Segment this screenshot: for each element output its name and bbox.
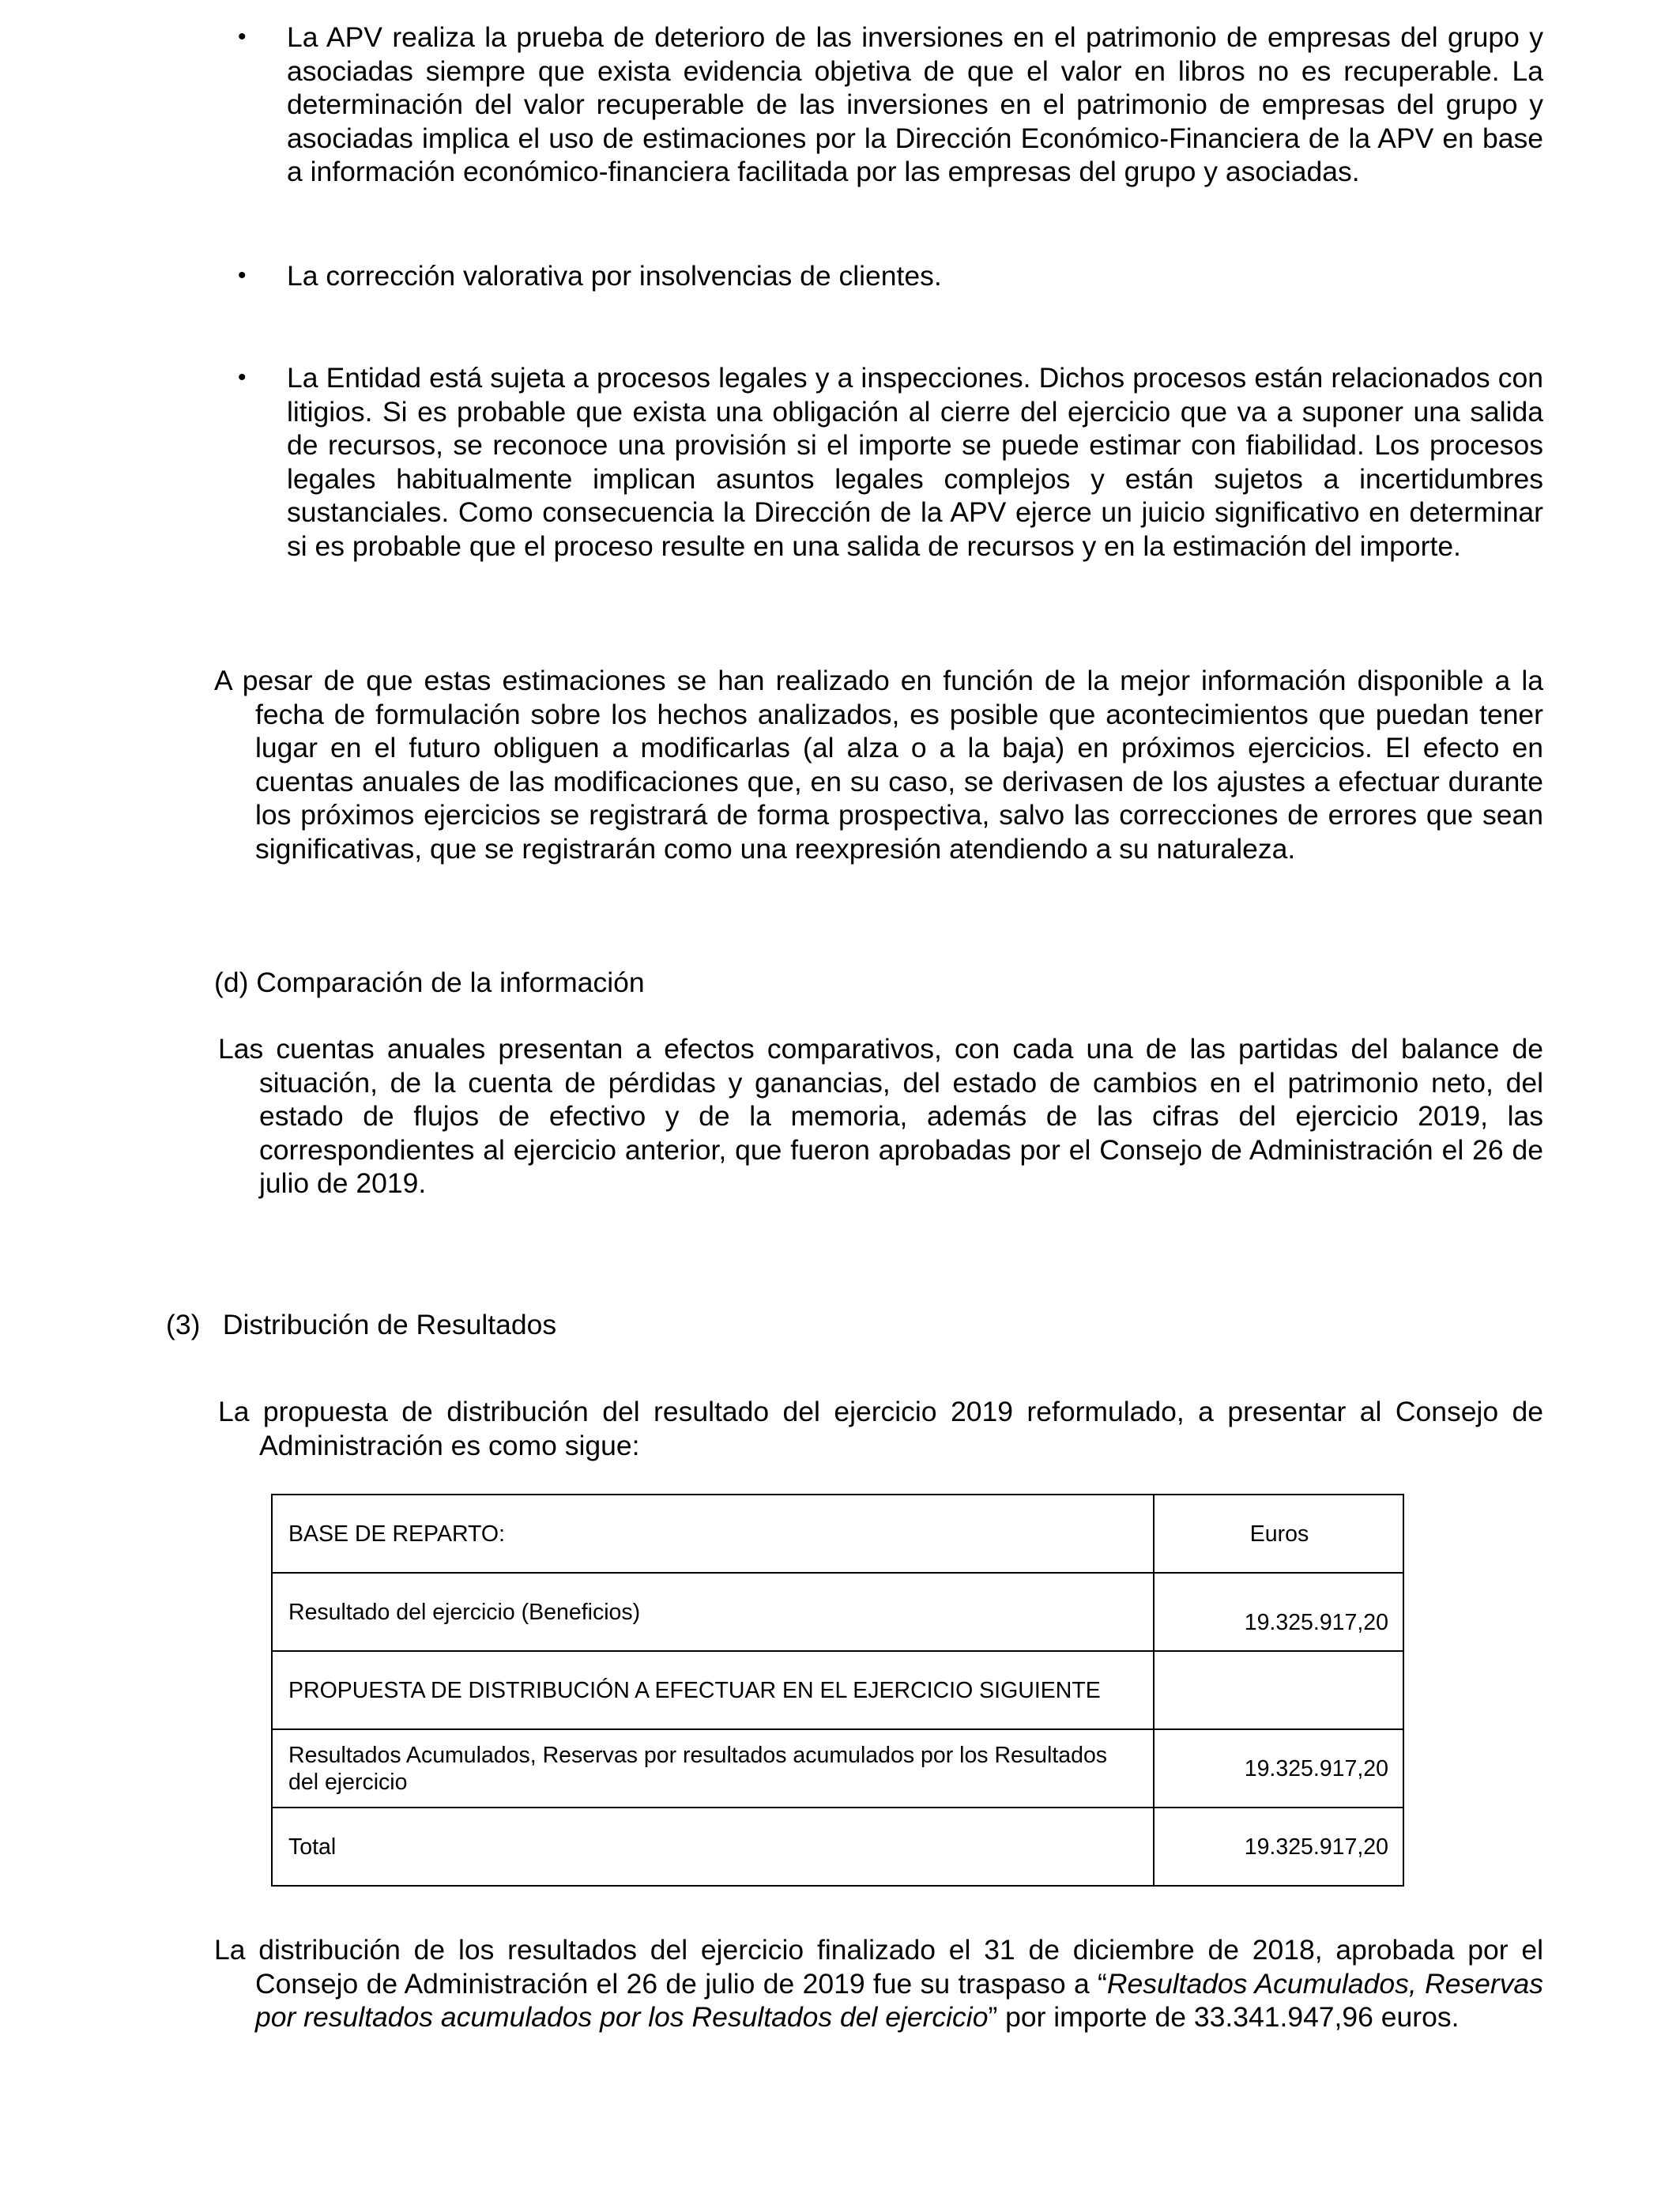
table-row [272,1651,1403,1729]
distribution-table [271,1494,1404,1887]
table-cell-label: Resultado del ejercicio (Beneficios) [272,1573,1154,1651]
bullet-item-insolvencias [238,259,1543,293]
section-d-heading [214,966,645,1000]
table-header-label: BASE DE REPARTO: [272,1495,1154,1573]
section-3-number: (3) [166,1309,201,1340]
bullet-text: La corrección valorativa por insolvencias de clientes. [287,260,942,292]
table-cell-label: Resultados Acumulados, Reservas por resultados acumulados por los Resultados del ejercicio [272,1729,1154,1808]
bullet-item-procesos-legales [238,361,1543,563]
table-cell-label: Total [272,1808,1154,1886]
table-cell-value: 19.325.917,20 [1154,1729,1403,1808]
table-cell-value: 19.325.917,20 [1154,1808,1403,1886]
bullet-item-deterioro [238,21,1543,189]
bullet-text: La APV realiza la prueba de deterioro de las inversiones en el patrimonio de empresas del grupo y asociadas siempre que exista evidencia objetiva de que el valor en libros no es recuperable. La determinación del valor recuperable de las inversiones en el patrimonio de empresas del grupo y asociadas implica el uso de estimaciones por la Dirección Económico-Financiera de la APV en base a información económico-financiera facilitada por las empresas del grupo y asociadas. [287,21,1543,187]
section-3-title: Distribución de Resultados [222,1309,557,1340]
bullet-glyph: • [238,24,247,50]
table-header-row [272,1495,1403,1573]
closing-text-part1: La distribución de los resultados del ejercicio finalizado el 31 de diciembre de 2018, aprobada por el Consejo de Administración el 26 de julio de 2019 fue su traspaso a “ [214,1934,1543,2000]
section-d-title: Comparación de la información [256,967,645,998]
paragraph-comparacion: Las cuentas anuales presentan a efectos comparativos, con cada una de las partidas del balance de situación, de la cuenta de pérdidas y ganancias, del estado de cambios en el patrimonio neto, del estado de flujos de efectivo y de la memoria, además de las cifras del ejercicio 2019, las correspondientes al ejercicio anterior, que fueron aprobadas por el Consejo de Administración el 26 de julio de 2019. [218,1033,1543,1199]
section-d-number: (d) [214,967,249,998]
table-header-unit: Euros [1154,1495,1403,1573]
bullet-glyph: • [238,364,247,390]
table-cell-value [1154,1651,1403,1729]
table-row [272,1729,1403,1808]
bullet-glyph: • [238,262,247,288]
paragraph-distribucion-2018 [214,1933,1543,2034]
section-3-heading [166,1308,556,1342]
closing-text-italic: Resultados Acumulados, Reservas por resultados acumulados por los Resultados del ejercicio [255,1967,1543,2033]
paragraph-estimaciones: A pesar de que estas estimaciones se han realizado en función de la mejor información disponible a la fecha de formulación sobre los hechos analizados, es posible que acontecimientos que puedan tener lugar en el futuro obliguen a modificarlas (al alza o a la baja) en próximos ejercicios. El efecto en cuentas anuales de las modificaciones que, en su caso, se derivasen de los ajustes a efectuar durante los próximos ejercicios se registrará de forma prospectiva, salvo las correcciones de errores que sean significativas, que se registrarán como una reexpresión atendiendo a su naturaleza. [214,665,1543,865]
table-cell-label: PROPUESTA DE DISTRIBUCIÓN A EFECTUAR EN EL EJERCICIO SIGUIENTE [272,1651,1154,1729]
table-row [272,1573,1403,1651]
bullet-text: La Entidad está sujeta a procesos legales y a inspecciones. Dichos procesos están relacionados con litigios. Si es probable que exista una obligación al cierre del ejercicio que va a suponer una salida de recursos, se reconoce una provisión si el importe se puede estimar con fiabilidad. Los procesos legales habitualmente implican asuntos legales complejos y están sujetos a incertidumbres sustanciales. Como consecuencia la Dirección de la APV ejerce un juicio significativo en determinar si es probable que el proceso resulte en una salida de recursos y en la estimación del importe. [287,362,1543,562]
table-row-total [272,1808,1403,1886]
closing-text-part2: ” por importe de 33.341.947,96 euros. [988,2001,1460,2033]
paragraph-propuesta: La propuesta de distribución del resultado del ejercicio 2019 reformulado, a presentar al Consejo de Administración es como sigue: [218,1396,1543,1461]
table-cell-value: 19.325.917,20 [1154,1573,1403,1651]
